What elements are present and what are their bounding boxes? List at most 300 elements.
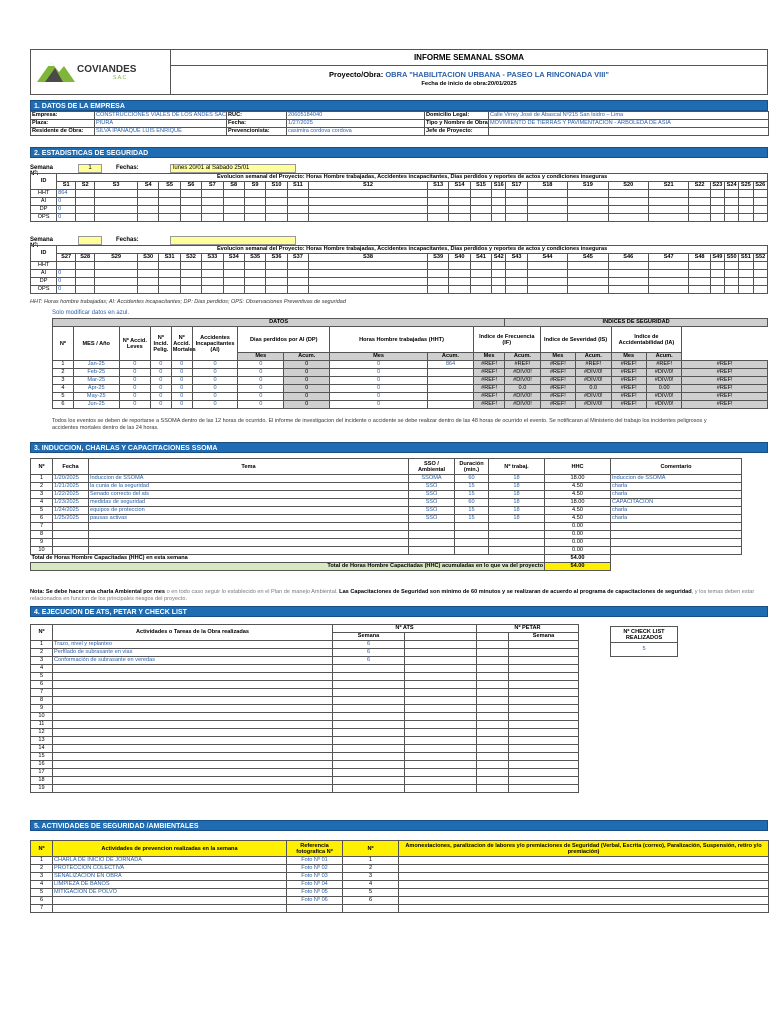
week-cell[interactable] xyxy=(753,198,767,206)
week-cell[interactable] xyxy=(137,286,158,294)
week-cell[interactable] xyxy=(76,262,95,270)
ats-count[interactable] xyxy=(333,713,405,721)
monthly-cell[interactable]: 0 xyxy=(171,377,192,385)
week-cell[interactable] xyxy=(427,190,448,198)
week-cell[interactable] xyxy=(739,278,753,286)
week-cell[interactable] xyxy=(470,270,491,278)
ats-activity[interactable] xyxy=(53,705,333,713)
week-cell[interactable] xyxy=(608,190,648,198)
week-cell[interactable] xyxy=(95,270,138,278)
training-cell[interactable]: 18 xyxy=(489,483,545,491)
monthly-cell[interactable]: 0 xyxy=(150,385,171,393)
ats-count[interactable]: 6 xyxy=(333,649,405,657)
activity-name[interactable]: SEÑALIZACION EN OBRA xyxy=(53,873,287,881)
training-cell[interactable] xyxy=(455,531,489,539)
petar-cell[interactable] xyxy=(509,753,579,761)
week-cell[interactable] xyxy=(202,214,223,222)
week-cell[interactable] xyxy=(427,206,448,214)
company-field-value[interactable]: 20605184040 xyxy=(287,112,425,120)
ats-cell[interactable] xyxy=(405,721,477,729)
ats-activity[interactable] xyxy=(53,697,333,705)
week-cell[interactable] xyxy=(449,198,470,206)
week-cell[interactable] xyxy=(506,262,527,270)
week-cell[interactable] xyxy=(266,190,287,198)
week-cell[interactable] xyxy=(180,214,201,222)
ats-cell[interactable] xyxy=(405,745,477,753)
ats-activity[interactable] xyxy=(53,713,333,721)
ats-activity[interactable] xyxy=(53,745,333,753)
week-cell[interactable] xyxy=(470,262,491,270)
week-cell[interactable] xyxy=(492,190,506,198)
week-cell[interactable] xyxy=(449,262,470,270)
petar-cell[interactable] xyxy=(509,657,579,665)
week-cell[interactable] xyxy=(506,190,527,198)
monthly-cell[interactable]: 0 xyxy=(171,361,192,369)
ats-count[interactable] xyxy=(333,761,405,769)
week-cell[interactable] xyxy=(223,286,244,294)
week-cell[interactable] xyxy=(223,214,244,222)
week-cell[interactable] xyxy=(159,198,180,206)
week-cell[interactable] xyxy=(309,190,428,198)
training-cell[interactable]: 18 xyxy=(489,507,545,515)
training-cell[interactable] xyxy=(53,547,89,555)
week-cell[interactable] xyxy=(76,270,95,278)
monthly-cell[interactable]: Jun-25 xyxy=(73,401,119,409)
petar-cell[interactable] xyxy=(509,761,579,769)
ats-activity[interactable] xyxy=(53,721,333,729)
ats-count[interactable] xyxy=(333,785,405,793)
ats-count[interactable]: 6 xyxy=(333,657,405,665)
ats-count[interactable] xyxy=(333,681,405,689)
ats-cell[interactable] xyxy=(405,705,477,713)
week-cell[interactable] xyxy=(137,214,158,222)
monthly-cell[interactable]: 0 xyxy=(330,401,428,409)
ats-count[interactable] xyxy=(333,753,405,761)
monthly-cell[interactable]: Feb-25 xyxy=(73,369,119,377)
checklist-value[interactable]: 5 xyxy=(611,643,678,657)
fechas-value[interactable]: lunes 20/01 al Sábado 25/01 xyxy=(170,164,296,173)
week-cell[interactable] xyxy=(608,278,648,286)
ats-cell[interactable] xyxy=(405,753,477,761)
week-cell[interactable] xyxy=(568,270,608,278)
week-cell[interactable] xyxy=(710,198,724,206)
week-cell[interactable] xyxy=(527,286,567,294)
week-cell[interactable] xyxy=(608,206,648,214)
week-cell[interactable] xyxy=(689,262,710,270)
petar-cell[interactable] xyxy=(509,681,579,689)
week-cell[interactable] xyxy=(95,190,138,198)
week-cell[interactable] xyxy=(309,270,428,278)
petar-cell[interactable] xyxy=(509,665,579,673)
monthly-cell[interactable]: 0 xyxy=(171,369,192,377)
week-cell[interactable] xyxy=(180,190,201,198)
training-cell[interactable] xyxy=(53,531,89,539)
training-cell[interactable] xyxy=(455,547,489,555)
week-cell[interactable] xyxy=(527,270,567,278)
training-cell[interactable] xyxy=(489,547,545,555)
week-cell[interactable] xyxy=(739,190,753,198)
monthly-cell[interactable]: 864 xyxy=(428,361,474,369)
ats-cell[interactable] xyxy=(405,689,477,697)
week-cell[interactable] xyxy=(568,198,608,206)
monthly-cell[interactable]: Apr-25 xyxy=(73,385,119,393)
ats-activity[interactable] xyxy=(53,761,333,769)
petar-cell[interactable] xyxy=(477,761,509,769)
week-cell[interactable] xyxy=(427,286,448,294)
week-cell[interactable] xyxy=(725,286,739,294)
ats-count[interactable] xyxy=(333,729,405,737)
ats-count[interactable] xyxy=(333,697,405,705)
petar-cell[interactable] xyxy=(477,649,509,657)
training-cell[interactable]: 18 xyxy=(489,491,545,499)
activity-name[interactable]: CHARLA DE INICIO DE JORNADA xyxy=(53,857,287,865)
week-cell[interactable] xyxy=(287,262,308,270)
week-cell[interactable] xyxy=(202,278,223,286)
week-cell[interactable] xyxy=(689,198,710,206)
week-cell[interactable] xyxy=(309,278,428,286)
week-cell[interactable] xyxy=(725,198,739,206)
ats-count[interactable] xyxy=(333,769,405,777)
petar-cell[interactable] xyxy=(477,681,509,689)
ats-cell[interactable] xyxy=(405,713,477,721)
ats-cell[interactable] xyxy=(405,737,477,745)
week-cell[interactable] xyxy=(266,262,287,270)
monthly-cell[interactable]: May-25 xyxy=(73,393,119,401)
training-cell[interactable] xyxy=(89,523,409,531)
week-cell[interactable] xyxy=(159,262,180,270)
week-cell[interactable] xyxy=(202,198,223,206)
activity-name[interactable]: MITIGACION DE POLVO xyxy=(53,889,287,897)
ats-activity[interactable] xyxy=(53,689,333,697)
week-cell[interactable] xyxy=(180,262,201,270)
week-cell[interactable] xyxy=(159,286,180,294)
week-cell[interactable] xyxy=(492,198,506,206)
training-cell[interactable]: Senado correcto del ats xyxy=(89,491,409,499)
week-cell[interactable] xyxy=(689,270,710,278)
training-cell[interactable]: SSOMA xyxy=(409,475,455,483)
week-cell[interactable] xyxy=(739,198,753,206)
week-cell[interactable] xyxy=(202,270,223,278)
ats-cell[interactable] xyxy=(405,697,477,705)
week-cell[interactable] xyxy=(689,286,710,294)
week-cell[interactable] xyxy=(568,190,608,198)
ats-cell[interactable] xyxy=(405,673,477,681)
sanction-cell[interactable] xyxy=(399,881,769,889)
training-cell[interactable] xyxy=(455,539,489,547)
ats-activity[interactable]: Trazo, nivel y replanteo xyxy=(53,641,333,649)
week-cell[interactable] xyxy=(506,206,527,214)
training-cell[interactable]: charla xyxy=(611,491,742,499)
monthly-cell[interactable]: 0 xyxy=(238,377,284,385)
photo-ref[interactable]: Foto Nº 03 xyxy=(287,873,343,881)
ats-count[interactable] xyxy=(333,737,405,745)
week-cell[interactable] xyxy=(95,278,138,286)
week-cell[interactable] xyxy=(492,206,506,214)
ats-cell[interactable] xyxy=(405,641,477,649)
week-cell[interactable] xyxy=(710,270,724,278)
monthly-cell[interactable] xyxy=(428,369,474,377)
week-cell[interactable] xyxy=(287,278,308,286)
week-cell[interactable] xyxy=(159,270,180,278)
week-cell[interactable] xyxy=(725,262,739,270)
week-cell[interactable] xyxy=(527,190,567,198)
week-cell[interactable] xyxy=(159,278,180,286)
week-cell[interactable] xyxy=(608,198,648,206)
week-cell[interactable]: 0 xyxy=(57,278,76,286)
company-field-value[interactable]: PIURA xyxy=(95,120,227,128)
week-cell[interactable] xyxy=(427,270,448,278)
company-field-value[interactable]: 1/27/2025 xyxy=(287,120,425,128)
ats-count[interactable] xyxy=(333,721,405,729)
week-cell[interactable] xyxy=(95,198,138,206)
week-cell[interactable] xyxy=(223,270,244,278)
week-cell[interactable] xyxy=(76,190,95,198)
week-cell[interactable] xyxy=(159,214,180,222)
week-cell[interactable] xyxy=(244,198,265,206)
petar-cell[interactable] xyxy=(509,673,579,681)
week-cell[interactable] xyxy=(568,206,608,214)
training-cell[interactable]: 1/22/2025 xyxy=(53,491,89,499)
week-cell[interactable] xyxy=(710,206,724,214)
week-cell[interactable] xyxy=(95,206,138,214)
training-cell[interactable] xyxy=(409,531,455,539)
week-cell[interactable] xyxy=(608,270,648,278)
training-cell[interactable] xyxy=(53,539,89,547)
petar-cell[interactable] xyxy=(477,657,509,665)
petar-cell[interactable] xyxy=(477,641,509,649)
petar-cell[interactable] xyxy=(509,705,579,713)
week-cell[interactable] xyxy=(710,286,724,294)
ats-activity[interactable]: Perfilado de subrasante en vias xyxy=(53,649,333,657)
ats-activity[interactable] xyxy=(53,737,333,745)
week-cell[interactable] xyxy=(244,262,265,270)
monthly-cell[interactable]: 0 xyxy=(284,369,330,377)
week-cell[interactable] xyxy=(689,206,710,214)
week-cell[interactable] xyxy=(492,286,506,294)
week-cell[interactable] xyxy=(449,278,470,286)
sanction-cell[interactable] xyxy=(399,905,769,913)
company-field-value[interactable]: Calle Virrey José de Abascal Nº215 San Isidro – Lima xyxy=(489,112,769,120)
sanction-cell[interactable] xyxy=(399,857,769,865)
petar-cell[interactable] xyxy=(477,785,509,793)
week-cell[interactable] xyxy=(137,190,158,198)
week-cell[interactable] xyxy=(223,190,244,198)
semana2-value[interactable] xyxy=(78,236,102,245)
ats-cell[interactable] xyxy=(405,681,477,689)
training-cell[interactable]: 60 xyxy=(455,475,489,483)
week-cell[interactable] xyxy=(76,214,95,222)
petar-cell[interactable] xyxy=(509,641,579,649)
monthly-cell[interactable]: 0 xyxy=(119,385,150,393)
week-cell[interactable] xyxy=(266,198,287,206)
monthly-cell[interactable]: Jan-25 xyxy=(73,361,119,369)
week-cell[interactable] xyxy=(287,190,308,198)
monthly-cell[interactable]: 0 xyxy=(171,401,192,409)
petar-cell[interactable] xyxy=(477,753,509,761)
training-cell[interactable]: 18 xyxy=(489,499,545,507)
monthly-cell[interactable]: 0 xyxy=(119,361,150,369)
week-cell[interactable] xyxy=(753,190,767,198)
week-cell[interactable] xyxy=(287,214,308,222)
activity-name[interactable]: PROTECCION COLECTIVA xyxy=(53,865,287,873)
monthly-cell[interactable] xyxy=(428,393,474,401)
petar-cell[interactable] xyxy=(477,721,509,729)
monthly-cell[interactable]: 0 xyxy=(119,377,150,385)
week-cell[interactable]: 0 xyxy=(57,206,76,214)
petar-cell[interactable] xyxy=(477,705,509,713)
training-cell[interactable]: medidas de seguridad xyxy=(89,499,409,507)
petar-cell[interactable] xyxy=(477,745,509,753)
monthly-cell[interactable]: 0 xyxy=(171,385,192,393)
training-cell[interactable]: 1/24/2025 xyxy=(53,507,89,515)
training-cell[interactable]: 15 xyxy=(455,483,489,491)
week-cell[interactable] xyxy=(309,206,428,214)
training-cell[interactable] xyxy=(611,523,742,531)
monthly-cell[interactable]: 0 xyxy=(192,393,238,401)
ats-count[interactable] xyxy=(333,705,405,713)
petar-cell[interactable] xyxy=(477,673,509,681)
training-cell[interactable]: 15 xyxy=(455,491,489,499)
monthly-cell[interactable]: 0 xyxy=(150,401,171,409)
week-cell[interactable] xyxy=(309,286,428,294)
petar-cell[interactable] xyxy=(477,713,509,721)
training-cell[interactable]: SSO xyxy=(409,499,455,507)
week-cell[interactable] xyxy=(223,278,244,286)
week-cell[interactable] xyxy=(753,262,767,270)
petar-cell[interactable] xyxy=(477,689,509,697)
week-cell[interactable] xyxy=(710,278,724,286)
week-cell[interactable] xyxy=(202,262,223,270)
week-cell[interactable] xyxy=(710,214,724,222)
week-cell[interactable] xyxy=(449,270,470,278)
week-cell[interactable] xyxy=(309,214,428,222)
week-cell[interactable] xyxy=(287,270,308,278)
week-cell[interactable] xyxy=(527,206,567,214)
activity-name[interactable] xyxy=(53,905,287,913)
week-cell[interactable] xyxy=(266,214,287,222)
sanction-cell[interactable] xyxy=(399,889,769,897)
training-cell[interactable]: charla xyxy=(611,483,742,491)
week-cell[interactable] xyxy=(449,214,470,222)
training-cell[interactable] xyxy=(89,539,409,547)
ats-cell[interactable] xyxy=(405,785,477,793)
week-cell[interactable] xyxy=(648,190,688,198)
week-cell[interactable] xyxy=(287,206,308,214)
week-cell[interactable] xyxy=(725,278,739,286)
week-cell[interactable] xyxy=(180,198,201,206)
week-cell[interactable] xyxy=(506,214,527,222)
week-cell[interactable] xyxy=(309,262,428,270)
week-cell[interactable] xyxy=(739,262,753,270)
ats-cell[interactable] xyxy=(405,729,477,737)
ats-count[interactable] xyxy=(333,673,405,681)
week-cell[interactable] xyxy=(568,262,608,270)
monthly-cell[interactable]: 0 xyxy=(330,377,428,385)
monthly-cell[interactable]: 0 xyxy=(238,369,284,377)
monthly-cell[interactable] xyxy=(428,385,474,393)
training-cell[interactable] xyxy=(409,547,455,555)
monthly-cell[interactable]: 0 xyxy=(150,393,171,401)
petar-cell[interactable] xyxy=(477,729,509,737)
week-cell[interactable] xyxy=(202,190,223,198)
week-cell[interactable] xyxy=(95,262,138,270)
training-cell[interactable]: 15 xyxy=(455,515,489,523)
training-cell[interactable]: SSO xyxy=(409,515,455,523)
week-cell[interactable] xyxy=(287,286,308,294)
training-cell[interactable] xyxy=(489,539,545,547)
ats-cell[interactable] xyxy=(405,769,477,777)
monthly-cell[interactable]: 0 xyxy=(119,369,150,377)
sanction-cell[interactable] xyxy=(399,897,769,905)
week-cell[interactable] xyxy=(689,214,710,222)
training-cell[interactable] xyxy=(489,531,545,539)
week-cell[interactable] xyxy=(608,262,648,270)
week-cell[interactable] xyxy=(223,262,244,270)
training-cell[interactable] xyxy=(611,547,742,555)
week-cell[interactable] xyxy=(689,190,710,198)
monthly-cell[interactable]: 0 xyxy=(238,385,284,393)
week-cell[interactable] xyxy=(223,198,244,206)
week-cell[interactable] xyxy=(137,198,158,206)
training-cell[interactable] xyxy=(611,539,742,547)
ats-count[interactable]: 6 xyxy=(333,641,405,649)
week-cell[interactable] xyxy=(180,270,201,278)
ats-activity[interactable] xyxy=(53,785,333,793)
week-cell[interactable] xyxy=(180,206,201,214)
week-cell[interactable] xyxy=(76,286,95,294)
company-field-value[interactable]: casimira cordova cordova xyxy=(287,128,425,136)
week-cell[interactable] xyxy=(159,206,180,214)
week-cell[interactable] xyxy=(137,262,158,270)
training-cell[interactable]: charla xyxy=(611,507,742,515)
training-cell[interactable]: SSO xyxy=(409,507,455,515)
week-cell[interactable] xyxy=(470,198,491,206)
week-cell[interactable] xyxy=(710,262,724,270)
training-cell[interactable] xyxy=(489,523,545,531)
week-cell[interactable] xyxy=(753,206,767,214)
week-cell[interactable] xyxy=(648,198,688,206)
week-cell[interactable] xyxy=(753,214,767,222)
training-cell[interactable]: equipos de proteccion xyxy=(89,507,409,515)
week-cell[interactable] xyxy=(76,206,95,214)
activity-name[interactable]: LIMPIEZA DE BAÑOS xyxy=(53,881,287,889)
week-cell[interactable] xyxy=(57,262,76,270)
photo-ref[interactable]: Foto Nº 05 xyxy=(287,889,343,897)
ats-cell[interactable] xyxy=(405,777,477,785)
week-cell[interactable] xyxy=(137,206,158,214)
petar-cell[interactable] xyxy=(509,649,579,657)
training-cell[interactable]: 18 xyxy=(489,515,545,523)
monthly-cell[interactable]: 0 xyxy=(330,385,428,393)
training-cell[interactable]: 18 xyxy=(489,475,545,483)
week-cell[interactable] xyxy=(287,198,308,206)
week-cell[interactable] xyxy=(244,278,265,286)
week-cell[interactable] xyxy=(202,206,223,214)
petar-cell[interactable] xyxy=(509,721,579,729)
training-cell[interactable]: charla xyxy=(611,515,742,523)
week-cell[interactable] xyxy=(137,270,158,278)
company-field-value[interactable]: MOVIMIENTO DE TIERRAS Y PAVIMENTACION - ARBOLEDA DE ASIA xyxy=(489,120,769,128)
training-cell[interactable] xyxy=(455,523,489,531)
week-cell[interactable] xyxy=(527,262,567,270)
week-cell[interactable] xyxy=(608,286,648,294)
week-cell[interactable] xyxy=(739,206,753,214)
week-cell[interactable] xyxy=(266,270,287,278)
monthly-cell[interactable] xyxy=(428,401,474,409)
photo-ref[interactable]: Foto Nº 04 xyxy=(287,881,343,889)
petar-cell[interactable] xyxy=(509,769,579,777)
training-cell[interactable] xyxy=(611,531,742,539)
